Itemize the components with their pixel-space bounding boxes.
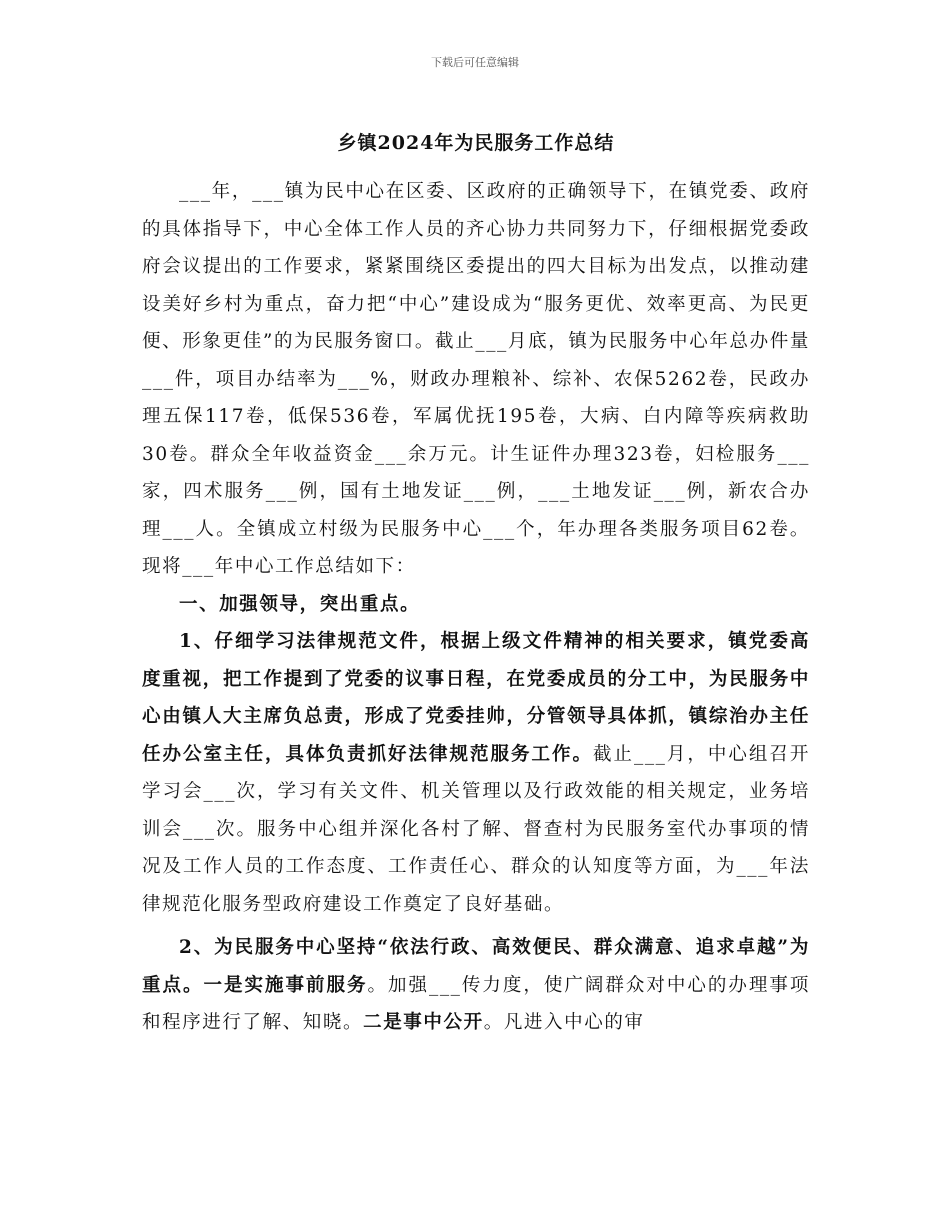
item-2-bold-lead: 2、为民服务中心坚持“依法行政、高效便民、群众满意、追求卓越”为重点。 bbox=[142, 937, 810, 996]
header-note: 下载后可任意编辑 bbox=[431, 56, 519, 69]
item-1-paragraph bbox=[142, 623, 810, 923]
item-2-bold-second: 二是事中公开 bbox=[363, 1012, 484, 1033]
item-1-bold-text: 1、仔细学习法律规范文件，根据上级文件精神的相关要求，镇党委高度重视，把工作提到了党委的议事日程，在党委成员的分工中，为民服务中心由镇人大主席负总责，形成了党委挂帅，分管领导具体抓，镇综治办主任任办公室主任，具体负责抓好法律规范服务工作。 bbox=[142, 631, 810, 765]
item-2-text-second: 。凡进入中心的审 bbox=[483, 1012, 645, 1033]
document-title: 乡镇2024年为民服务工作总结 bbox=[337, 132, 615, 154]
section-heading: 一、加强领导，突出重点。 bbox=[179, 593, 421, 615]
intro-paragraph: ___年，___镇为民中心在区委、区政府的正确领导下，在镇党委、政府的具体指导下，中心全体工作人员的齐心协力共同努力下，仔细根据党委政府会议提出的工作要求，紧紧围绕区委提出的四大目标为出发点，以推动建设美好乡村为重点，奋力把“中心”建设成为“服务更优、效率更高、为民更便、形象更佳”的为民服务窗口。截止___月底，镇为民服务中心年总办件量___件，项目办结率为___%，财政办理粮补、综补、农保5262卷，民政办理五保117卷，低保536卷，军属优抚195卷，大病、白内障等疾病救助30卷。群众全年收益资金___余万元。计生证件办理323卷，妇检服务___家，四术服务___例，国有土地发证___例，___土地发证___例，新农合办理___人。全镇成立村级为民服务中心___个，年办理各类服务项目62卷。现将___年中心工作总结如下： bbox=[142, 181, 810, 577]
item-2-text-first: 。加强___传力度，使广阔群众对中心的办理事项和程序进行了解、知晓。 bbox=[142, 974, 810, 1033]
item-2-bold-first: 一是实施事前服务 bbox=[203, 974, 368, 996]
document-page bbox=[142, 122, 810, 1042]
item-2-paragraph bbox=[142, 929, 810, 1042]
item-1-body-text: 截止___月，中心组召开学习会___次，学习有关文件、机关管理以及行政效能的相关规定，业务培训会___次。服务中心组并深化各村了解、督查村为民服务室代办事项的情况及工作人员的工作态度、工作责任心、群众的认知度等方面，为___年法律规范化服务型政府建设工作奠定了良好基础。 bbox=[142, 743, 811, 915]
